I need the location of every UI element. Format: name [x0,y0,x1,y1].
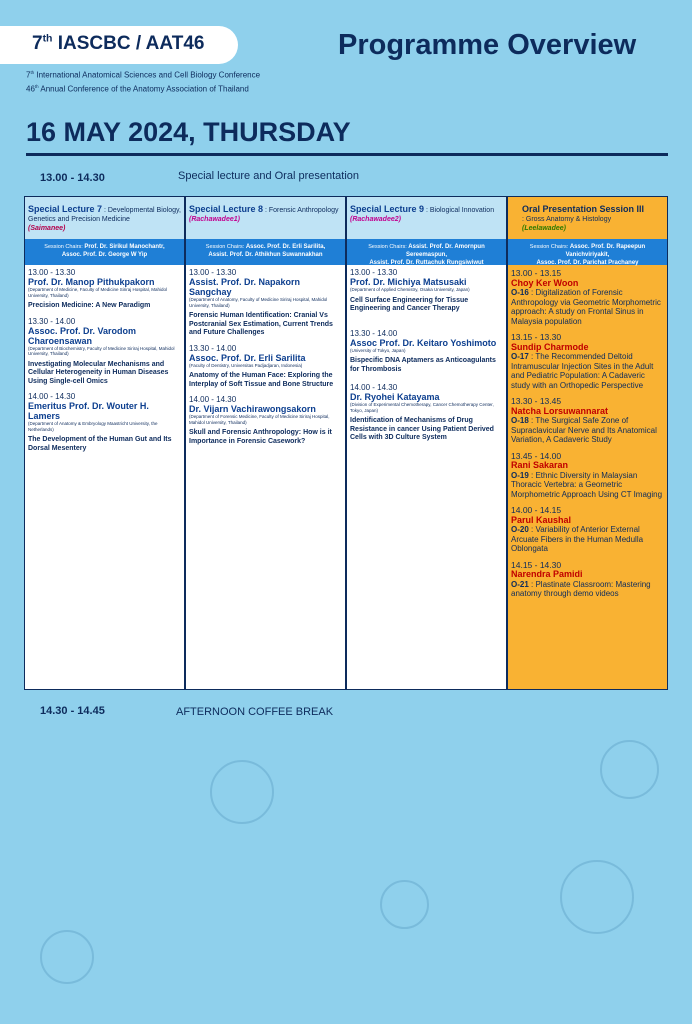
speaker-affiliation: (Division of Experimental Chemotherapy, Cancer Chemotherapy Center, Tokyo, Japan) [350,402,494,413]
presentation-topic: : Variability of Anterior External Arcuate Fibers in the Human Medulla Oblongata [511,525,644,553]
presentation-entry [511,416,664,445]
talk-time: 13.45 - 14.00 [511,450,562,461]
presenter-name: Sundip Charmode [511,341,589,352]
room-label: (Saimanee) [28,225,66,232]
session-header [347,197,506,239]
talk-time: 13.30 - 14.00 [28,316,76,326]
session-body [25,265,184,457]
chairs-label: Session Chairs: [205,244,245,250]
room-label: (Rachawadee1) [189,216,240,223]
presentation-code: O-17 [511,352,529,361]
talk-time: 14.00 - 14.30 [189,395,237,404]
divider [26,153,668,156]
presentation-entry [511,525,664,554]
session-title: Special Lecture 9 [350,204,425,214]
conference-full-name: 7th International Anatomical Sciences and Cell Biology Conference [26,70,261,80]
speaker-name: Assoc. Prof. Dr. Varodom Charoensawan [28,325,137,346]
talk-topic: Bispecific DNA Aptamers as Anticoagulants for Thrombosis [350,357,496,373]
presentation-topic: : The Recommended Deltoid Intramuscular Injection Sites in the Adult and Pediatric Population: A Cadaveric study with an Orthopedic Perspective [511,352,654,390]
talk-topic: Anatomy of the Human Face: Exploring the Interplay of Soft Tissue and Bone Structure [189,372,334,388]
speaker-name: Assoc Prof. Dr. Keitaro Yoshimoto [350,337,497,348]
chair-2: Assist. Prof. Dr. Ruttachuk Rungsiwiwut [369,260,484,266]
chair-1: Assoc. Prof. Dr. Erli Sarilita, [245,244,326,250]
talk-time: 13.00 - 13.15 [511,268,562,278]
talk-time: 14.15 - 14.30 [511,559,562,570]
break-label: AFTERNOON COFFEE BREAK [176,706,334,718]
background-decoration [380,880,429,929]
presentation-code: O-20 [511,525,529,534]
chair-2: Assoc. Prof. Dr. Parichat Prachaney [536,260,639,266]
session-chairs [508,239,667,265]
break-time: 14.30 - 14.45 [40,705,105,717]
talk-time: 13.30 - 14.00 [350,328,398,338]
speaker-name: Prof. Dr. Michiya Matsusaki [350,277,467,287]
session-subtitle: : Forensic Anthropology [263,207,339,214]
talk-time: 13.00 - 13.30 [350,268,398,277]
presentation-code: O-21 [511,579,529,589]
chairs-label: Session Chairs: [44,244,83,250]
session-column-oral-presentation [507,196,668,690]
chair-1: Prof. Dr. Sirikul Manochantr, [84,244,165,250]
background-decoration [40,930,94,984]
presentation-code: O-16 [511,288,529,297]
talk-topic: The Development of the Human Gut and Its Dorsal Mesentery [28,436,172,452]
session-subtitle: : Developmental Biology, Genetics and Precision Medicine [28,207,181,223]
room-label: (Rachawadee2) [350,216,401,223]
session-title: Oral Presentation Session III [522,204,645,214]
session-body [347,265,506,447]
session-body [186,265,345,450]
talk-topic: Identification of Mechanisms of Drug Resistance in cancer Using Patient Derived Cells with 3D Culture System [350,417,494,441]
presentation-topic: : Plastinate Classroom: Mastering anatomy through demo videos [511,579,651,598]
chair-1: Assoc. Prof. Dr. Rapeepun Vanichviriyakit, [565,244,646,258]
speaker-affiliation: (Department of Forensic Medicine, Faculty of Medicine Siriraj Hospital, Mahidol University, Thailand) [189,414,330,425]
speaker-name: Prof. Dr. Manop Pithukpakorn [28,277,155,287]
presenter-name: Choy Ker Woon [511,277,579,288]
session-chairs [347,239,506,265]
session-header [186,197,345,239]
background-decoration [210,760,274,824]
talk-time: 13.00 - 13.30 [28,268,76,277]
presentation-entry [511,580,664,599]
presentation-entry [511,471,664,500]
chairs-label: Session Chairs: [368,244,407,250]
speaker-affiliation: (Department of Biochemistry, Faculty of Medicine Siriraj Hospital, Mahidol University, Thailand) [28,345,175,356]
session-column-special-lecture-7 [24,196,185,690]
session-chairs [25,239,184,265]
presentation-entry [511,288,664,326]
conference-short-name: 7th IASCBC / AAT46 [32,33,205,54]
speaker-affiliation: (Department of Applied Chemistry, Osaka University, Japan) [350,287,470,292]
talk-topic: Forensic Human Identification: Cranial Vs Postcranial Sex Estimation, Current Trends and Future Challenges [189,312,333,336]
speaker-affiliation: (Department of Anatomy, Faculty of Medicine Siriraj Hospital, Mahidol University, Thailand) [189,297,328,308]
date-heading: 16 MAY 2024, THURSDAY [26,117,351,147]
session-title: Special Lecture 7 [28,204,103,214]
chair-2: Assoc. Prof. Dr. George W Yip [61,252,148,258]
session-subtitle: : Gross Anatomy & Histology [522,216,612,223]
schedule-grid [24,196,668,690]
presentation-code: O-19 [511,470,529,480]
block-label: Special lecture and Oral presentation [178,170,359,182]
talk-time: 13.15 - 13.30 [511,332,562,342]
talk-topic: Precision Medicine: A New Paradigm [28,302,151,309]
session-body [508,265,667,603]
session-header [25,197,184,239]
speaker-name: Emeritus Prof. Dr. Wouter H. Lamers [28,401,149,421]
speaker-affiliation: (Faculty of Dentistry, Universitas Padjadjaran, Indonesia) [189,362,303,368]
talk-time: 13.30 - 14.00 [189,343,237,353]
speaker-name: Dr. Ryohei Katayama [350,392,440,402]
association-conference-name: 46th Annual Conference of the Anatomy Association of Thailand [26,84,249,94]
speaker-affiliation: (Department of Medicine, Faculty of Medicine Siriraj Hospital, Mahidol University, Thailand) [28,287,168,298]
session-subtitle: : Biological Innovation [424,207,495,214]
presenter-name: Parul Kaushal [511,514,572,525]
talk-topic: Cell Surface Engineering for Tissue Engineering and Cancer Therapy [350,296,469,312]
chair-2: Assist. Prof. Dr. Athikhun Suwannakhan [208,252,323,258]
chair-1: Assist. Prof. Dr. Amornpun Sereemaspun, [405,244,485,258]
presenter-name: Rani Sakaran [511,460,569,470]
session-header [508,197,667,239]
presentation-topic: : Ethnic Diversity in Malaysian Thoracic Vertebra: a Geometric Morphometric Approach Using CT Imaging [511,470,663,499]
session-column-special-lecture-9 [346,196,507,690]
speaker-name: Dr. Vijarn Vachirawongsakorn [189,404,316,414]
session-column-special-lecture-8 [185,196,346,690]
speaker-affiliation: (Department of Anatomy & Embryology Maastricht University, the Netherlands) [28,421,158,432]
talk-time: 14.00 - 14.15 [511,505,562,515]
background-decoration [560,860,634,934]
talk-topic: Investigating Molecular Mechanisms and Cellular Heterogeneity in Human Diseases Using Single-cell Omics [28,360,169,385]
talk-topic: Skull and Forensic Anthropology: How is it Importance in Forensic Casework? [189,429,332,445]
session-chairs [186,239,345,265]
presentation-topic: : Digitalization of Forensic Anthropology via Geometric Morphometric approach: A study on Frontal Sinus in Malaysia population [511,288,661,326]
talk-time: 14.00 - 14.30 [28,392,76,401]
presentation-topic: : The Surgical Safe Zone of Supraclavicular Nerve and Its Anatomical Variation, A Cadaveric Study [511,416,657,444]
page-title: Programme Overview [338,29,637,61]
speaker-name: Assoc. Prof. Dr. Erli Sarilita [189,352,306,363]
speaker-affiliation: (University of Tokyo, Japan) [350,347,406,353]
background-decoration [600,740,659,799]
presenter-name: Narendra Pamidi [511,569,583,579]
presentation-entry [511,352,664,390]
talk-time: 13.00 - 13.30 [189,268,237,277]
chairs-label: Session Chairs: [529,244,569,250]
speaker-name: Assist. Prof. Dr. Napakorn Sangchay [189,277,301,297]
session-title: Special Lecture 8 [189,204,264,214]
presenter-name: Natcha Lorsuwannarat [511,405,609,416]
room-label: (Leelawadee) [522,225,566,232]
talk-time: 13.30 - 13.45 [511,396,562,406]
talk-time: 14.00 - 14.30 [350,383,398,392]
presentation-code: O-18 [511,416,529,425]
block-time: 13.00 - 14.30 [40,172,105,184]
